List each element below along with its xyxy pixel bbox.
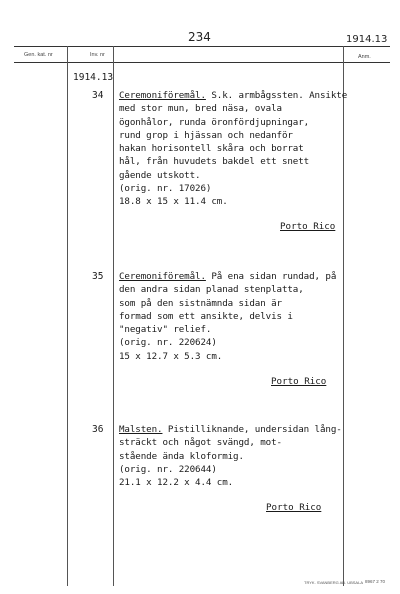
entry-title: Ceremoniföremål. <box>119 271 206 282</box>
entry-place: Porto Rico <box>280 221 336 232</box>
printer-imprint: TRYK. SVANBERG AB. UBSALA <box>304 580 363 585</box>
column-header-anm: Anm. <box>358 54 371 60</box>
entry-title: Malsten. <box>119 424 163 435</box>
entry-title: Ceremoniföremål. <box>119 90 206 101</box>
header-top-rule <box>14 46 390 47</box>
entry-place: Porto Rico <box>271 376 327 387</box>
entry-description: Ceremoniföremål. S.k. armbågssten. Ansikte med stor mun, bred näsa, ovala ögonhålor, runda öronfördjupningar, rund grop i hjässan och nedanför hakan horisontell skåra och borrat hål, från huvudets bakdel ett snett gående utskott. (orig. nr. 17026) 18.8 x 15 x 11.4 cm. <box>119 90 348 208</box>
column-divider-1 <box>67 46 68 586</box>
page-number: 234 <box>188 30 211 44</box>
entry-number: 34 <box>92 90 104 101</box>
accession-number: 1914.13 <box>73 72 114 83</box>
entry-number: 36 <box>92 424 104 435</box>
header-bottom-rule <box>14 62 390 63</box>
form-code: 8967 2 70 <box>365 579 386 584</box>
column-header-inv-nr: Inv. nr <box>90 52 105 58</box>
entry-place: Porto Rico <box>266 502 322 513</box>
column-divider-2 <box>113 46 114 586</box>
entry-number: 35 <box>92 271 104 282</box>
entry-description: Ceremoniföremål. På ena sidan rundad, på den andra sidan planad stenplatta, som på den sistnämnda sidan är formad som ett ansikte, delvis i "negativ" relief. (orig. nr. 220624) 15 x 12.7 x 5.3 cm. <box>119 271 337 362</box>
entry-description: Malsten. Pistilliknande, undersidan lång- sträckt och något svängd, mot- stående ända kloformig. (orig. nr. 220644) 21.1 x 12.2 x 4.4 cm. <box>119 424 342 489</box>
column-header-gen-kat-nr: Gen. kat. nr <box>24 52 53 58</box>
header-date: 1914.13 <box>346 34 388 45</box>
